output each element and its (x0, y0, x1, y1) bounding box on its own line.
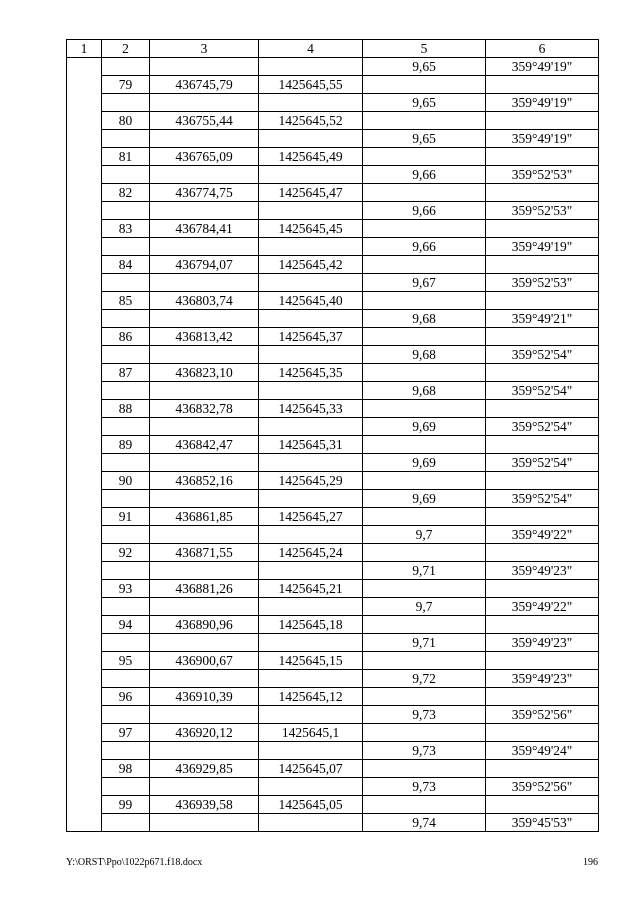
point-number-cell: 91 (102, 508, 150, 526)
empty-cell (150, 238, 259, 256)
header-cell-2: 2 (102, 40, 150, 58)
empty-cell (150, 670, 259, 688)
empty-cell (150, 310, 259, 328)
point-row (67, 256, 599, 274)
distance-cell: 9,73 (363, 706, 486, 724)
point-row (67, 760, 599, 778)
empty-cell (102, 706, 150, 724)
x-coordinate-cell: 436939,58 (150, 796, 259, 814)
segment-row (67, 274, 599, 292)
empty-cell (363, 328, 486, 346)
header-cell-4: 4 (259, 40, 363, 58)
empty-cell (102, 778, 150, 796)
empty-cell (486, 436, 599, 454)
angle-cell: 359°49'22" (486, 598, 599, 616)
distance-cell: 9,65 (363, 130, 486, 148)
coordinates-table (66, 39, 599, 832)
point-number-cell: 96 (102, 688, 150, 706)
empty-cell (102, 454, 150, 472)
point-row (67, 436, 599, 454)
empty-cell (363, 580, 486, 598)
point-number-cell: 82 (102, 184, 150, 202)
x-coordinate-cell: 436745,79 (150, 76, 259, 94)
point-row (67, 148, 599, 166)
distance-cell: 9,66 (363, 202, 486, 220)
empty-cell (486, 472, 599, 490)
x-coordinate-cell: 436784,41 (150, 220, 259, 238)
y-coordinate-cell: 1425645,40 (259, 292, 363, 310)
segment-row (67, 454, 599, 472)
y-coordinate-cell: 1425645,21 (259, 580, 363, 598)
distance-cell: 9,65 (363, 58, 486, 76)
header-cell-1: 1 (67, 40, 102, 58)
empty-cell (486, 760, 599, 778)
header-cell-5: 5 (363, 40, 486, 58)
empty-cell (102, 166, 150, 184)
x-coordinate-cell: 436832,78 (150, 400, 259, 418)
segment-row (67, 598, 599, 616)
distance-cell: 9,68 (363, 310, 486, 328)
empty-cell (102, 130, 150, 148)
angle-cell: 359°52'54" (486, 382, 599, 400)
empty-cell (102, 634, 150, 652)
angle-cell: 359°49'21" (486, 310, 599, 328)
angle-cell: 359°52'54" (486, 490, 599, 508)
y-coordinate-cell: 1425645,47 (259, 184, 363, 202)
point-row (67, 580, 599, 598)
empty-cell (150, 418, 259, 436)
empty-cell (363, 184, 486, 202)
y-coordinate-cell: 1425645,07 (259, 760, 363, 778)
point-number-cell: 98 (102, 760, 150, 778)
empty-cell (259, 742, 363, 760)
point-row (67, 652, 599, 670)
empty-cell (102, 490, 150, 508)
y-coordinate-cell: 1425645,35 (259, 364, 363, 382)
empty-cell (150, 598, 259, 616)
empty-cell (363, 112, 486, 130)
empty-cell (102, 346, 150, 364)
distance-cell: 9,67 (363, 274, 486, 292)
point-number-cell: 81 (102, 148, 150, 166)
point-number-cell: 79 (102, 76, 150, 94)
empty-cell (486, 364, 599, 382)
empty-cell (486, 184, 599, 202)
segment-row (67, 166, 599, 184)
empty-cell (150, 814, 259, 832)
x-coordinate-cell: 436813,42 (150, 328, 259, 346)
distance-cell: 9,71 (363, 562, 486, 580)
x-coordinate-cell: 436910,39 (150, 688, 259, 706)
empty-cell (102, 670, 150, 688)
header-row (67, 40, 599, 58)
empty-cell (486, 544, 599, 562)
angle-cell: 359°49'24" (486, 742, 599, 760)
empty-cell (150, 706, 259, 724)
empty-cell (150, 202, 259, 220)
x-coordinate-cell: 436890,96 (150, 616, 259, 634)
distance-cell: 9,7 (363, 526, 486, 544)
empty-cell (363, 220, 486, 238)
y-coordinate-cell: 1425645,45 (259, 220, 363, 238)
point-number-cell: 92 (102, 544, 150, 562)
empty-cell (102, 814, 150, 832)
empty-cell (486, 508, 599, 526)
angle-cell: 359°49'19" (486, 94, 599, 112)
empty-cell (486, 616, 599, 634)
segment-row (67, 418, 599, 436)
empty-cell (102, 382, 150, 400)
empty-cell (102, 202, 150, 220)
point-row (67, 292, 599, 310)
y-coordinate-cell: 1425645,18 (259, 616, 363, 634)
distance-cell: 9,73 (363, 742, 486, 760)
empty-cell (102, 238, 150, 256)
angle-cell: 359°49'19" (486, 238, 599, 256)
empty-cell (259, 454, 363, 472)
segment-row (67, 382, 599, 400)
empty-cell (259, 310, 363, 328)
empty-cell (363, 760, 486, 778)
empty-cell (486, 328, 599, 346)
x-coordinate-cell: 436881,26 (150, 580, 259, 598)
y-coordinate-cell: 1425645,15 (259, 652, 363, 670)
point-number-cell: 86 (102, 328, 150, 346)
y-coordinate-cell: 1425645,33 (259, 400, 363, 418)
empty-cell (259, 58, 363, 76)
point-row (67, 508, 599, 526)
x-coordinate-cell: 436803,74 (150, 292, 259, 310)
angle-cell: 359°52'53" (486, 274, 599, 292)
y-coordinate-cell: 1425645,52 (259, 112, 363, 130)
empty-cell (486, 580, 599, 598)
point-row (67, 796, 599, 814)
point-row (67, 112, 599, 130)
y-coordinate-cell: 1425645,29 (259, 472, 363, 490)
point-row (67, 220, 599, 238)
point-number-cell: 89 (102, 436, 150, 454)
point-row (67, 400, 599, 418)
empty-cell (363, 364, 486, 382)
empty-cell (363, 652, 486, 670)
empty-cell (363, 544, 486, 562)
empty-cell (259, 778, 363, 796)
empty-cell (102, 94, 150, 112)
empty-cell (259, 418, 363, 436)
empty-cell (102, 58, 150, 76)
x-coordinate-cell: 436900,67 (150, 652, 259, 670)
angle-cell: 359°49'23" (486, 670, 599, 688)
point-number-cell: 99 (102, 796, 150, 814)
segment-row (67, 634, 599, 652)
angle-cell: 359°52'56" (486, 706, 599, 724)
point-row (67, 328, 599, 346)
segment-row (67, 238, 599, 256)
section-cell (67, 58, 102, 832)
empty-cell (150, 454, 259, 472)
angle-cell: 359°49'23" (486, 634, 599, 652)
empty-cell (259, 94, 363, 112)
empty-cell (486, 292, 599, 310)
empty-cell (150, 346, 259, 364)
segment-row (67, 94, 599, 112)
point-number-cell: 85 (102, 292, 150, 310)
x-coordinate-cell: 436755,44 (150, 112, 259, 130)
empty-cell (486, 220, 599, 238)
empty-cell (486, 112, 599, 130)
empty-cell (150, 562, 259, 580)
empty-cell (102, 526, 150, 544)
table-body (67, 40, 599, 832)
angle-cell: 359°52'53" (486, 202, 599, 220)
angle-cell: 359°52'56" (486, 778, 599, 796)
empty-cell (486, 400, 599, 418)
x-coordinate-cell: 436861,85 (150, 508, 259, 526)
distance-cell: 9,66 (363, 166, 486, 184)
x-coordinate-cell: 436842,47 (150, 436, 259, 454)
empty-cell (259, 202, 363, 220)
y-coordinate-cell: 1425645,05 (259, 796, 363, 814)
point-number-cell: 80 (102, 112, 150, 130)
empty-cell (259, 634, 363, 652)
empty-cell (486, 256, 599, 274)
x-coordinate-cell: 436794,07 (150, 256, 259, 274)
empty-cell (150, 742, 259, 760)
segment-row (67, 310, 599, 328)
segment-row (67, 562, 599, 580)
angle-cell: 359°45'53" (486, 814, 599, 832)
empty-cell (259, 166, 363, 184)
point-number-cell: 93 (102, 580, 150, 598)
empty-cell (259, 346, 363, 364)
point-row (67, 544, 599, 562)
point-row (67, 724, 599, 742)
empty-cell (259, 238, 363, 256)
empty-cell (363, 256, 486, 274)
angle-cell: 359°52'53" (486, 166, 599, 184)
segment-row (67, 58, 599, 76)
segment-row (67, 202, 599, 220)
segment-row (67, 742, 599, 760)
angle-cell: 359°52'54" (486, 418, 599, 436)
x-coordinate-cell: 436852,16 (150, 472, 259, 490)
empty-cell (150, 526, 259, 544)
empty-cell (259, 526, 363, 544)
empty-cell (259, 130, 363, 148)
distance-cell: 9,69 (363, 418, 486, 436)
empty-cell (150, 382, 259, 400)
point-row (67, 616, 599, 634)
empty-cell (363, 508, 486, 526)
y-coordinate-cell: 1425645,55 (259, 76, 363, 94)
y-coordinate-cell: 1425645,42 (259, 256, 363, 274)
empty-cell (102, 562, 150, 580)
empty-cell (102, 598, 150, 616)
point-row (67, 76, 599, 94)
empty-cell (363, 796, 486, 814)
angle-cell: 359°49'19" (486, 58, 599, 76)
distance-cell: 9,66 (363, 238, 486, 256)
point-number-cell: 94 (102, 616, 150, 634)
empty-cell (363, 688, 486, 706)
empty-cell (150, 94, 259, 112)
empty-cell (102, 742, 150, 760)
point-number-cell: 84 (102, 256, 150, 274)
distance-cell: 9,68 (363, 346, 486, 364)
empty-cell (363, 616, 486, 634)
empty-cell (150, 778, 259, 796)
segment-row (67, 526, 599, 544)
empty-cell (486, 724, 599, 742)
empty-cell (259, 706, 363, 724)
point-number-cell: 90 (102, 472, 150, 490)
y-coordinate-cell: 1425645,37 (259, 328, 363, 346)
segment-row (67, 346, 599, 364)
angle-cell: 359°49'23" (486, 562, 599, 580)
empty-cell (486, 688, 599, 706)
point-number-cell: 83 (102, 220, 150, 238)
empty-cell (150, 274, 259, 292)
segment-row (67, 814, 599, 832)
distance-cell: 9,71 (363, 634, 486, 652)
distance-cell: 9,69 (363, 490, 486, 508)
empty-cell (259, 382, 363, 400)
x-coordinate-cell: 436871,55 (150, 544, 259, 562)
segment-row (67, 778, 599, 796)
y-coordinate-cell: 1425645,1 (259, 724, 363, 742)
empty-cell (363, 400, 486, 418)
empty-cell (150, 166, 259, 184)
empty-cell (363, 436, 486, 454)
distance-cell: 9,69 (363, 454, 486, 472)
point-number-cell: 88 (102, 400, 150, 418)
header-cell-6: 6 (486, 40, 599, 58)
y-coordinate-cell: 1425645,49 (259, 148, 363, 166)
empty-cell (363, 76, 486, 94)
distance-cell: 9,74 (363, 814, 486, 832)
empty-cell (259, 562, 363, 580)
empty-cell (363, 472, 486, 490)
distance-cell: 9,73 (363, 778, 486, 796)
empty-cell (150, 634, 259, 652)
segment-row (67, 490, 599, 508)
point-row (67, 472, 599, 490)
angle-cell: 359°52'54" (486, 346, 599, 364)
empty-cell (363, 148, 486, 166)
y-coordinate-cell: 1425645,27 (259, 508, 363, 526)
x-coordinate-cell: 436765,09 (150, 148, 259, 166)
footer-file-path: Y:\ORST\Ppo\1022p671.f18.docx (66, 857, 203, 868)
angle-cell: 359°49'19" (486, 130, 599, 148)
x-coordinate-cell: 436920,12 (150, 724, 259, 742)
y-coordinate-cell: 1425645,12 (259, 688, 363, 706)
x-coordinate-cell: 436823,10 (150, 364, 259, 382)
point-row (67, 364, 599, 382)
point-number-cell: 95 (102, 652, 150, 670)
empty-cell (363, 292, 486, 310)
point-row (67, 184, 599, 202)
empty-cell (102, 274, 150, 292)
distance-cell: 9,7 (363, 598, 486, 616)
empty-cell (259, 670, 363, 688)
empty-cell (486, 796, 599, 814)
empty-cell (150, 490, 259, 508)
empty-cell (259, 274, 363, 292)
point-number-cell: 97 (102, 724, 150, 742)
empty-cell (486, 76, 599, 94)
x-coordinate-cell: 436774,75 (150, 184, 259, 202)
segment-row (67, 130, 599, 148)
point-number-cell: 87 (102, 364, 150, 382)
y-coordinate-cell: 1425645,24 (259, 544, 363, 562)
angle-cell: 359°49'22" (486, 526, 599, 544)
empty-cell (259, 598, 363, 616)
distance-cell: 9,68 (363, 382, 486, 400)
segment-row (67, 706, 599, 724)
empty-cell (150, 130, 259, 148)
empty-cell (150, 58, 259, 76)
footer-page-number: 196 (583, 857, 598, 868)
empty-cell (486, 148, 599, 166)
segment-row (67, 670, 599, 688)
angle-cell: 359°52'54" (486, 454, 599, 472)
distance-cell: 9,72 (363, 670, 486, 688)
empty-cell (363, 724, 486, 742)
empty-cell (102, 310, 150, 328)
empty-cell (259, 814, 363, 832)
distance-cell: 9,65 (363, 94, 486, 112)
empty-cell (102, 418, 150, 436)
x-coordinate-cell: 436929,85 (150, 760, 259, 778)
empty-cell (259, 490, 363, 508)
y-coordinate-cell: 1425645,31 (259, 436, 363, 454)
empty-cell (486, 652, 599, 670)
point-row (67, 688, 599, 706)
header-cell-3: 3 (150, 40, 259, 58)
